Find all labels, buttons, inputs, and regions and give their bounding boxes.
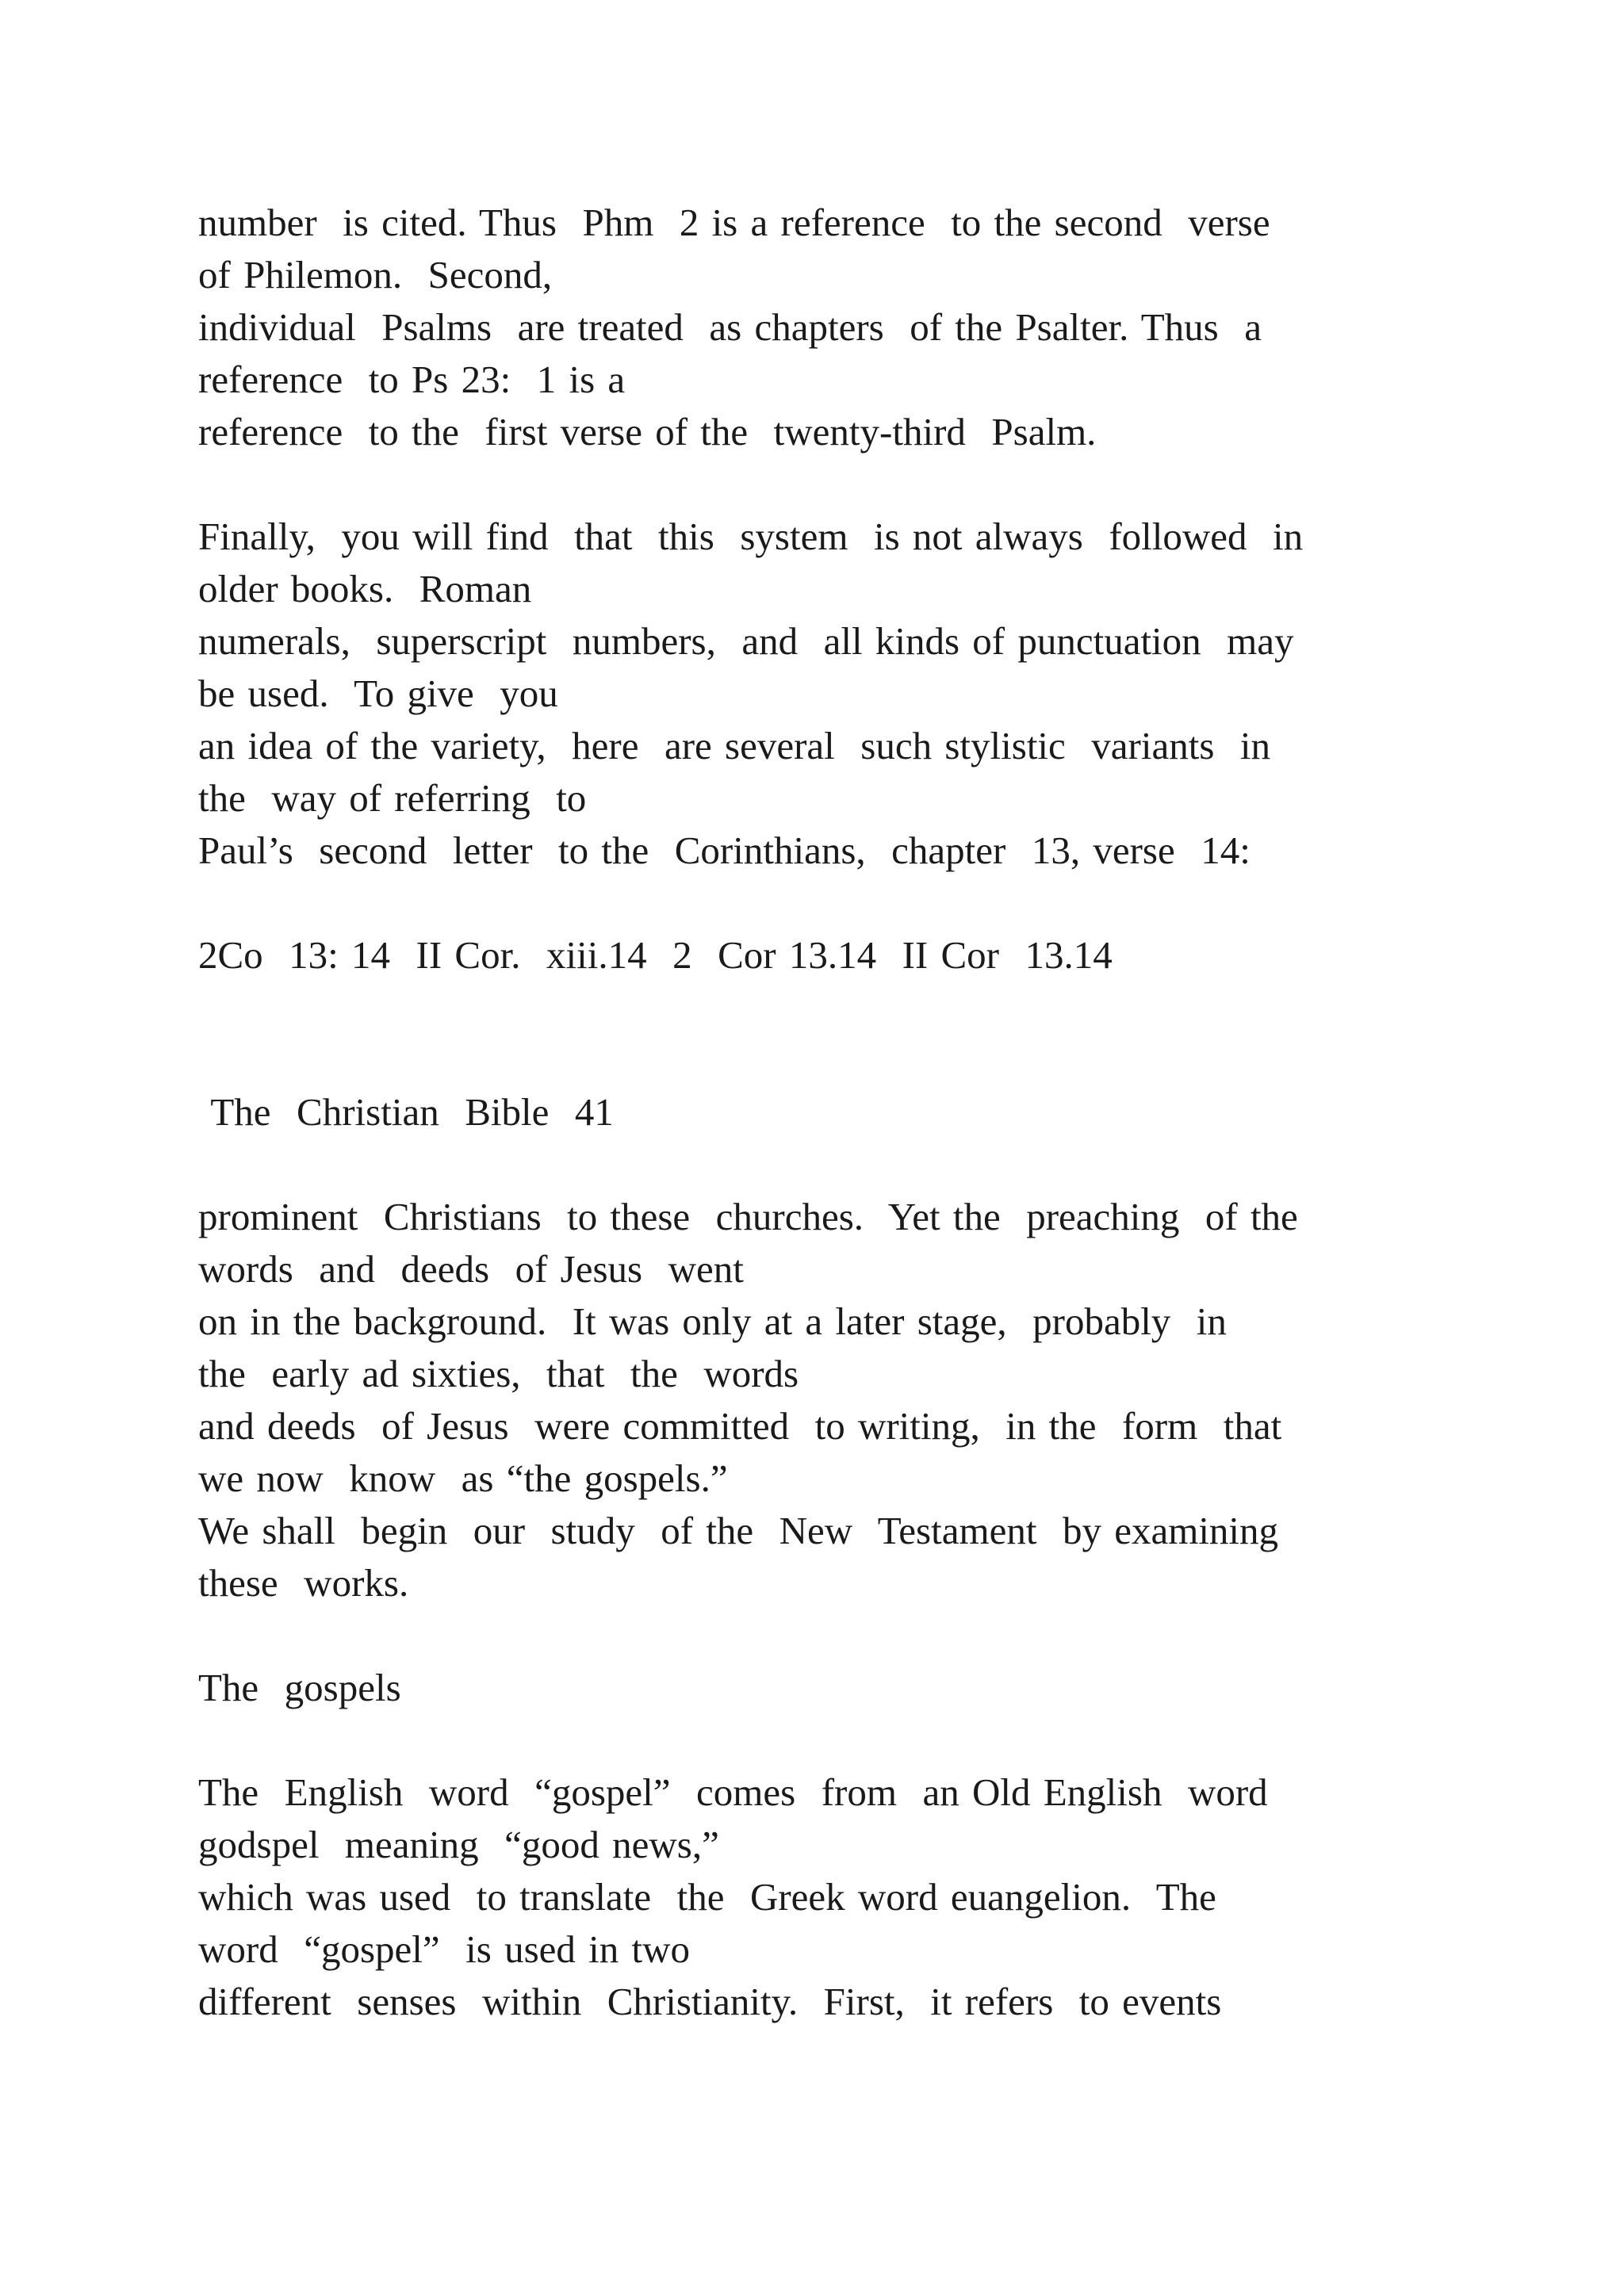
paragraph-gospel-word	[198, 1766, 1467, 2028]
document-body	[198, 197, 1467, 2028]
paragraph-verse-numbering	[198, 197, 1467, 458]
text-line: prominent Christians to these churches. Yet the preaching of the	[198, 1195, 1298, 1238]
text-line: We shall begin our study of the New Testament by examining	[198, 1509, 1279, 1552]
text-line: be used. To give you	[198, 672, 558, 715]
text-line: which was used to translate the Greek word euangelion. The	[198, 1875, 1216, 1919]
text-line: reference to Ps 23: 1 is a	[198, 358, 626, 401]
paragraph-stylistic-variants	[198, 511, 1467, 877]
paragraph-spacer	[198, 1609, 1467, 1662]
text-line: number is cited. Thus Phm 2 is a reference to the second verse	[198, 201, 1270, 244]
text-line: different senses within Christianity. First, it refers to events	[198, 1980, 1222, 2023]
text-line: word “gospel” is used in two	[198, 1927, 690, 1971]
text-line: Paul’s second letter to the Corinthians, chapter 13, verse 14:	[198, 828, 1251, 872]
text-line: an idea of the variety, here are several such stylistic variants in	[198, 724, 1271, 767]
running-header: The Christian Bible 41	[198, 1090, 614, 1134]
text-line: numerals, superscript numbers, and all kinds of punctuation may	[198, 619, 1294, 663]
text-line: older books. Roman	[198, 567, 532, 610]
text-line: the way of referring to	[198, 776, 587, 820]
text-line: The English word “gospel” comes from an Old English word	[198, 1770, 1268, 1814]
paragraph-spacer	[198, 877, 1467, 929]
section-spacer	[198, 982, 1467, 1086]
text-line: on in the background. It was only at a later stage, probably in	[198, 1299, 1227, 1343]
text-line: and deeds of Jesus were committed to writing, in the form that	[198, 1404, 1282, 1448]
text-line: of Philemon. Second,	[198, 253, 553, 297]
paragraph-spacer	[198, 458, 1467, 511]
text-line: the early ad sixties, that the words	[198, 1352, 799, 1395]
paragraph-gospels-intro	[198, 1191, 1467, 1609]
section-heading: The gospels	[198, 1666, 401, 1709]
text-line: we now know as “the gospels.”	[198, 1456, 728, 1500]
reference-variants-line: 2Co 13: 14 II Cor. xiii.14 2 Cor 13.14 II Cor 13.14	[198, 933, 1113, 977]
text-line: Finally, you will find that this system is not always followed in	[198, 515, 1304, 558]
text-line: these works.	[198, 1561, 409, 1605]
paragraph-spacer	[198, 1138, 1467, 1191]
text-line: individual Psalms are treated as chapters of the Psalter. Thus a	[198, 305, 1262, 349]
text-line: words and deeds of Jesus went	[198, 1247, 744, 1291]
text-line: reference to the first verse of the twenty-third Psalm.	[198, 410, 1097, 453]
paragraph-spacer	[198, 1714, 1467, 1766]
text-line: godspel meaning “good news,”	[198, 1823, 719, 1866]
